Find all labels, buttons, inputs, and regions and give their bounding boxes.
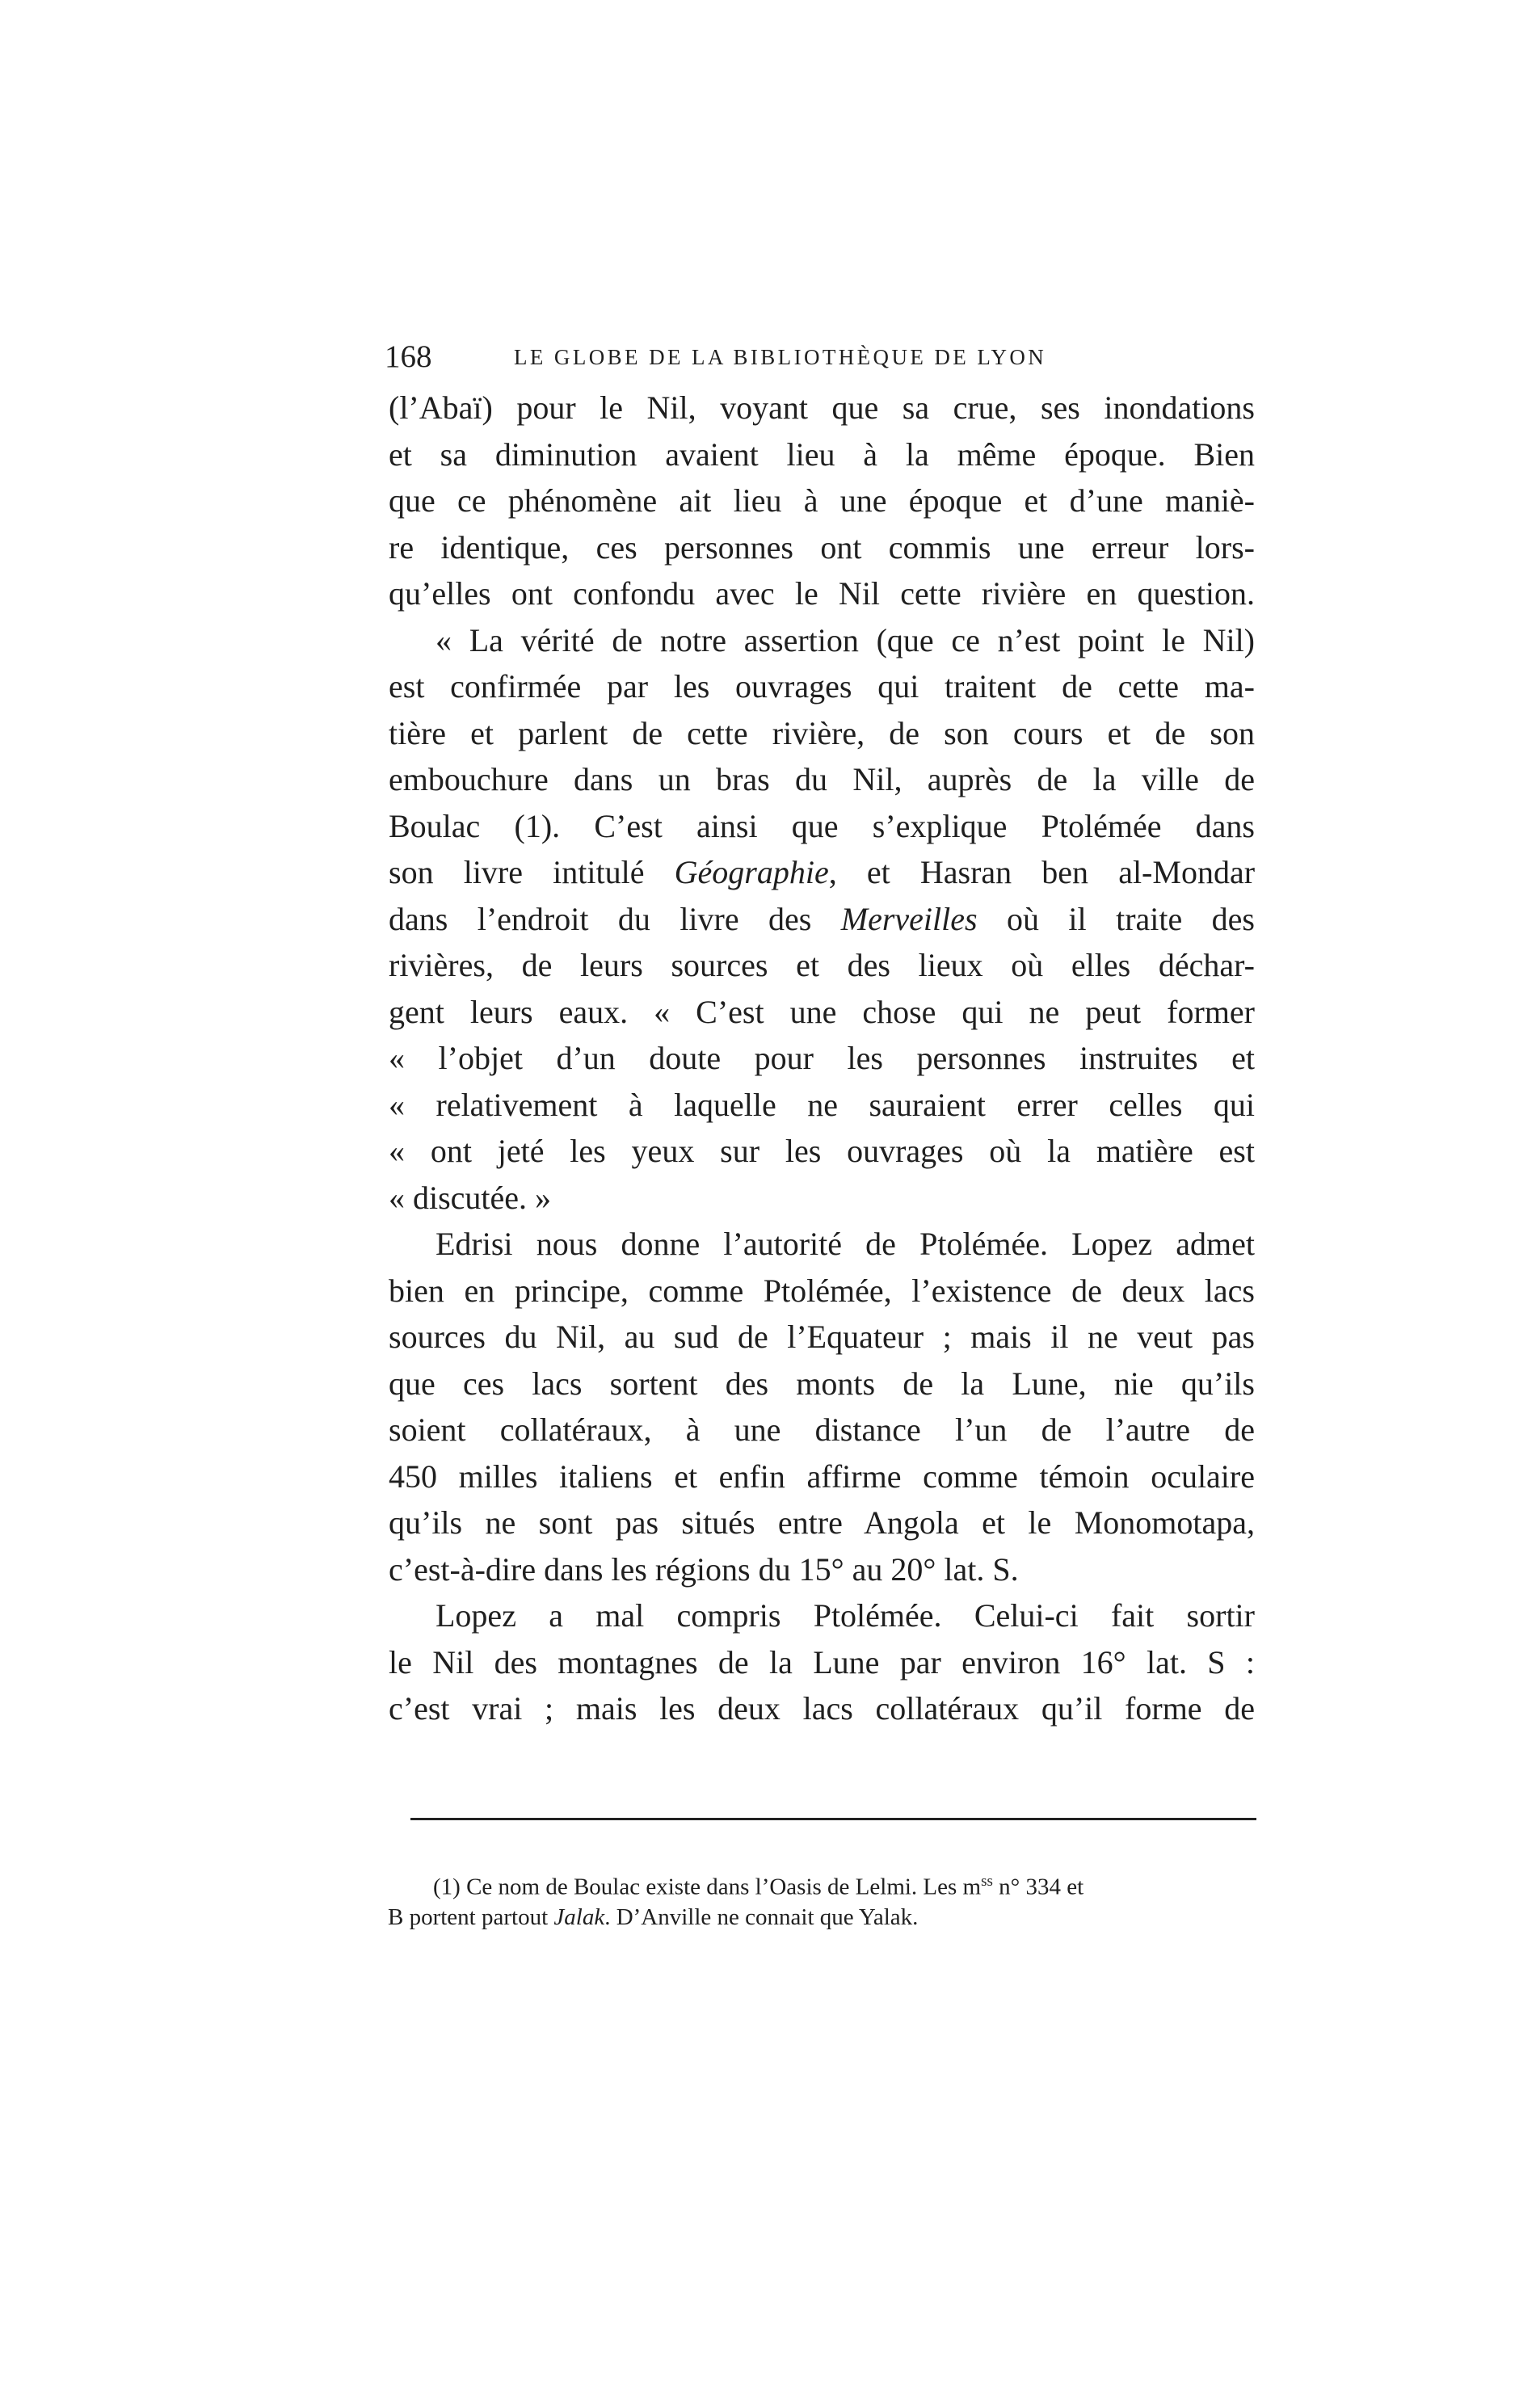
text-line — [389, 849, 1255, 896]
text-line: rivières, de leurs sources et des lieux où elles déchar- — [389, 947, 1255, 983]
text-line: tière et parlent de cette rivière, de son cours et de son — [389, 714, 1255, 751]
book-title-merveilles: Merveilles — [840, 900, 978, 937]
text-line: qu’elles ont confondu avec le Nil cette rivière en question. — [389, 575, 1255, 612]
footnote-line — [388, 1899, 1260, 1936]
text-line: gent leurs eaux. « C’est une chose qui ne peut former — [389, 993, 1255, 1030]
footnote-line — [388, 1863, 1260, 1899]
footnote-divider — [410, 1818, 1256, 1820]
text-line: 450 milles italiens et enfin affirme comme témoin oculaire — [389, 1458, 1255, 1495]
text-line: c’est-à-dire dans les régions du 15° au 20° lat. S. — [389, 1550, 1019, 1588]
text-line: bien en principe, comme Ptolémée, l’existence de deux lacs — [389, 1272, 1255, 1309]
text-line: et sa diminution avaient lieu à la même époque. Bien — [389, 435, 1255, 473]
text-line: est confirmée par les ouvrages qui traitent de cette ma- — [389, 668, 1255, 705]
text-line: Lopez a mal compris Ptolémée. Celui-ci fait sortir — [435, 1597, 1255, 1634]
text-segment: où il traite des — [977, 900, 1255, 937]
text-line: re identique, ces personnes ont commis une erreur lors- — [389, 528, 1255, 566]
text-line: « ont jeté les yeux sur les ouvrages où la matière est — [389, 1133, 1255, 1169]
body-text — [389, 385, 1255, 1732]
text-segment: B portent partout — [388, 1904, 554, 1930]
text-line: « La vérité de notre assertion (que ce n’est point le Nil) — [435, 621, 1255, 658]
text-line: soient collatéraux, à une distance l’un de l’autre de — [389, 1411, 1255, 1448]
text-line: « l’objet d’un doute pour les personnes instruites et — [389, 1040, 1255, 1076]
text-line: le Nil des montagnes de la Lune par environ 16° lat. S : — [389, 1643, 1255, 1680]
text-line: sources du Nil, au sud de l’Equateur ; mais il ne veut pas — [389, 1319, 1255, 1355]
text-line: que ces lacs sortent des monts de la Lune, nie qu’ils — [389, 1365, 1255, 1402]
text-segment: son livre intitulé — [389, 854, 645, 890]
place-name-jalak: Jalak — [553, 1904, 605, 1930]
text-line: c’est vrai ; mais les deux lacs collatéraux qu’il forme de — [389, 1690, 1255, 1727]
text-line: embouchure dans un bras du Nil, auprès de la ville de — [389, 761, 1255, 797]
text-line: « relativement à laquelle ne sauraient errer celles qui — [389, 1086, 1255, 1123]
text-line: que ce phénomène ait lieu à une époque et d’une maniè- — [389, 482, 1255, 519]
superscript: ss — [981, 1873, 993, 1890]
page-header — [385, 333, 1257, 381]
text-line — [389, 896, 1255, 943]
text-segment: dans l’endroit du livre des — [389, 900, 812, 937]
running-title: LE GLOBE DE LA BIBLIOTHÈQUE DE LYON — [514, 345, 1047, 369]
text-line: Boulac (1). C’est ainsi que s’explique Ptolémée dans — [389, 807, 1255, 844]
text-line: Edrisi nous donne l’autorité de Ptolémée. Lopez admet — [435, 1226, 1255, 1262]
footnote — [388, 1863, 1260, 1936]
text-segment: . D’Anville ne connait que Yalak. — [604, 1904, 919, 1930]
text-line: qu’ils ne sont pas situés entre Angola et le Monomotapa, — [389, 1504, 1255, 1541]
text-line: (l’Abaï) pour le Nil, voyant que sa crue, ses inondations — [389, 389, 1255, 426]
book-title-geographie: Géographie — [674, 854, 829, 890]
page-number: 168 — [385, 339, 432, 374]
text-segment: n° 334 et — [992, 1874, 1084, 1900]
text-segment: , et Hasran ben al-Mondar — [828, 854, 1256, 890]
text-segment: (1) Ce nom de Boulac existe dans l’Oasis de Lelmi. Les m — [433, 1874, 982, 1900]
text-line: « discutée. » — [389, 1179, 552, 1216]
